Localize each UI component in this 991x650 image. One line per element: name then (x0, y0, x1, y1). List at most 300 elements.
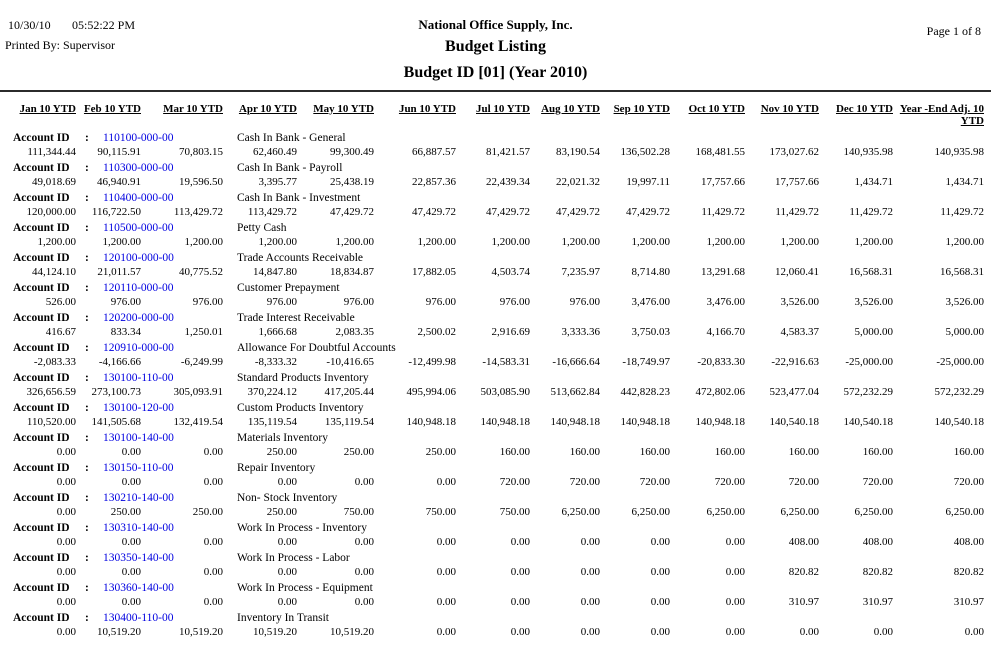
account-description: Petty Cash (237, 222, 287, 234)
column-header: Mar 10 YTD (163, 103, 223, 115)
report-subtitle: Budget ID [01] (Year 2010) (403, 64, 588, 81)
value-cell: 13,291.68 (701, 266, 745, 278)
table-row (0, 222, 991, 252)
account-description: Trade Accounts Receivable (237, 252, 364, 264)
value-cell: -18,749.97 (622, 356, 670, 368)
report-title: Budget Listing (445, 38, 546, 55)
account-header-line (0, 372, 991, 386)
account-values-line (0, 236, 991, 249)
account-id-link[interactable]: 130100-120-00 (103, 402, 174, 414)
value-cell: 416.67 (45, 326, 76, 338)
value-cell: 0.00 (725, 566, 745, 578)
value-cell: 47,429.72 (626, 206, 670, 218)
account-values-line (0, 446, 991, 459)
value-cell: 820.82 (862, 566, 893, 578)
value-cell: 0.00 (580, 626, 600, 638)
account-header-line (0, 192, 991, 206)
table-row (0, 462, 991, 492)
value-cell: -2,083.33 (33, 356, 76, 368)
value-cell: 1,200.00 (491, 236, 530, 248)
value-cell: 750.00 (343, 506, 374, 518)
value-cell: 0.00 (203, 536, 223, 548)
account-values-line (0, 176, 991, 189)
value-cell: 326,656.59 (26, 386, 76, 398)
value-cell: -16,666.64 (552, 356, 600, 368)
column-header: Sep 10 YTD (613, 103, 670, 115)
value-cell: 140,935.98 (843, 146, 893, 158)
account-description: Work In Process - Inventory (237, 522, 368, 534)
value-cell: 503,085.90 (480, 386, 530, 398)
value-cell: 10,519.20 (253, 626, 297, 638)
value-cell: 0.00 (436, 626, 456, 638)
account-values-line (0, 386, 991, 399)
account-values-line (0, 506, 991, 519)
value-cell: 0.00 (277, 566, 297, 578)
value-cell: 0.00 (964, 626, 984, 638)
account-header-line (0, 222, 991, 236)
value-cell: 46,940.91 (97, 176, 141, 188)
account-values-line (0, 356, 991, 369)
column-header: Dec 10 YTD (835, 103, 893, 115)
value-cell: 11,429.72 (775, 206, 819, 218)
value-cell: 976.00 (343, 296, 374, 308)
account-header-line (0, 552, 991, 566)
value-cell: 408.00 (953, 536, 984, 548)
report-time: 05:52:22 PM (72, 18, 136, 32)
account-id-separator: : (85, 432, 89, 444)
account-id-link[interactable]: 120910-000-00 (103, 342, 174, 354)
account-description: Cash In Bank - Investment (237, 192, 361, 204)
column-header: May 10 YTD (313, 103, 374, 115)
value-cell: 0.00 (580, 566, 600, 578)
value-cell: 0.00 (510, 596, 530, 608)
account-id-separator: : (85, 162, 89, 174)
account-values-line (0, 296, 991, 309)
value-cell: 6,250.00 (561, 506, 600, 518)
value-cell: 17,757.66 (701, 176, 745, 188)
account-values-line (0, 416, 991, 429)
value-cell: 1,666.68 (258, 326, 297, 338)
value-cell: 0.00 (510, 566, 530, 578)
column-header: Aug 10 YTD (541, 103, 600, 115)
value-cell: 3,333.36 (561, 326, 600, 338)
account-values-line (0, 266, 991, 279)
value-cell: 820.82 (953, 566, 984, 578)
account-description: Trade Interest Receivable (237, 312, 355, 324)
value-cell: 47,429.72 (330, 206, 374, 218)
value-cell: 47,429.72 (486, 206, 530, 218)
value-cell: 10,519.20 (97, 626, 141, 638)
value-cell: -25,000.00 (845, 356, 893, 368)
value-cell: 3,750.03 (631, 326, 670, 338)
value-cell: 0.00 (650, 596, 670, 608)
account-id-label: Account ID (13, 552, 70, 564)
report-date: 10/30/10 (8, 18, 51, 32)
value-cell: 160.00 (569, 446, 600, 458)
value-cell: 0.00 (725, 536, 745, 548)
value-cell: 976.00 (192, 296, 223, 308)
value-cell: 17,757.66 (775, 176, 819, 188)
value-cell: 305,093.91 (173, 386, 223, 398)
table-row (0, 432, 991, 462)
value-cell: 113,429.72 (247, 206, 297, 218)
value-cell: 526.00 (45, 296, 76, 308)
account-id-separator: : (85, 282, 89, 294)
value-cell: 12,060.41 (775, 266, 819, 278)
value-cell: 120,000.00 (26, 206, 76, 218)
account-header-line (0, 492, 991, 506)
value-cell: 472,802.06 (695, 386, 745, 398)
value-cell: 3,526.00 (780, 296, 819, 308)
value-cell: 132,419.54 (173, 416, 223, 428)
account-values-line (0, 146, 991, 159)
value-cell: 140,540.18 (934, 416, 984, 428)
value-cell: 1,434.71 (854, 176, 893, 188)
table-row (0, 522, 991, 552)
value-cell: 976.00 (110, 296, 141, 308)
value-cell: 141,505.68 (91, 416, 141, 428)
account-id-link[interactable]: 130400-110-00 (103, 612, 174, 624)
value-cell: 62,460.49 (253, 146, 297, 158)
header-divider (0, 90, 991, 92)
account-id-label: Account ID (13, 192, 70, 204)
value-cell: 820.82 (788, 566, 819, 578)
value-cell: 0.00 (354, 476, 374, 488)
value-cell: 0.00 (436, 596, 456, 608)
account-id-link[interactable]: 130210-140-00 (103, 492, 174, 504)
value-cell: 10,519.20 (179, 626, 223, 638)
value-cell: 140,948.18 (695, 416, 745, 428)
account-id-separator: : (85, 582, 89, 594)
column-header: Apr 10 YTD (238, 103, 297, 115)
account-id-separator: : (85, 312, 89, 324)
account-description: Inventory In Transit (237, 612, 329, 624)
column-header: Jul 10 YTD (476, 103, 530, 115)
value-cell: 116,722.50 (91, 206, 141, 218)
value-cell: 0.00 (56, 476, 76, 488)
value-cell: 1,200.00 (854, 236, 893, 248)
account-id-separator: : (85, 522, 89, 534)
value-cell: 0.00 (121, 536, 141, 548)
value-cell: 3,526.00 (854, 296, 893, 308)
account-values-line (0, 326, 991, 339)
value-cell: 0.00 (203, 566, 223, 578)
value-cell: -20,833.30 (697, 356, 745, 368)
page-indicator: Page 1 of 8 (926, 24, 981, 38)
value-cell: 1,200.00 (561, 236, 600, 248)
value-cell: 0.00 (121, 596, 141, 608)
value-cell: 0.00 (799, 626, 819, 638)
account-values-line (0, 596, 991, 609)
account-description: Cash In Bank - Payroll (237, 162, 343, 174)
value-cell: 22,439.34 (486, 176, 530, 188)
value-cell: 523,477.04 (769, 386, 819, 398)
value-cell: 140,935.98 (934, 146, 984, 158)
account-id-separator: : (85, 492, 89, 504)
account-id-label: Account ID (13, 372, 70, 384)
account-id-link[interactable]: 120200-000-00 (103, 312, 174, 324)
account-id-link[interactable]: 120100-000-00 (103, 252, 174, 264)
value-cell: 720.00 (499, 476, 530, 488)
table-row (0, 192, 991, 222)
account-header-line (0, 402, 991, 416)
value-cell: 47,429.72 (412, 206, 456, 218)
value-cell: 7,235.97 (561, 266, 600, 278)
value-cell: 1,250.01 (184, 326, 223, 338)
value-cell: 0.00 (650, 566, 670, 578)
value-cell: 750.00 (499, 506, 530, 518)
account-id-separator: : (85, 552, 89, 564)
value-cell: 3,476.00 (706, 296, 745, 308)
value-cell: 2,500.02 (417, 326, 456, 338)
value-cell: 408.00 (788, 536, 819, 548)
value-cell: 140,540.18 (843, 416, 893, 428)
report-header (0, 0, 991, 90)
value-cell: 976.00 (499, 296, 530, 308)
value-cell: 1,200.00 (631, 236, 670, 248)
value-cell: 370,224.12 (247, 386, 297, 398)
value-cell: 250.00 (425, 446, 456, 458)
value-cell: 0.00 (354, 536, 374, 548)
value-cell: 16,568.31 (849, 266, 893, 278)
value-cell: 976.00 (569, 296, 600, 308)
account-header-line (0, 252, 991, 266)
account-id-label: Account ID (13, 462, 70, 474)
value-cell: 140,948.18 (406, 416, 456, 428)
value-cell: 22,021.32 (556, 176, 600, 188)
value-cell: 0.00 (650, 536, 670, 548)
printed-by: Printed By: Supervisor (5, 38, 115, 52)
table-row (0, 312, 991, 342)
account-header-line (0, 162, 991, 176)
value-cell: 720.00 (639, 476, 670, 488)
company-name: National Office Supply, Inc. (418, 17, 573, 32)
value-cell: 160.00 (714, 446, 745, 458)
value-cell: 0.00 (354, 566, 374, 578)
value-cell: 21,011.57 (97, 266, 141, 278)
account-id-separator: : (85, 612, 89, 624)
value-cell: 140,948.18 (550, 416, 600, 428)
column-headers (0, 103, 991, 131)
value-cell: 250.00 (266, 506, 297, 518)
value-cell: 0.00 (56, 536, 76, 548)
account-id-link[interactable]: 130350-140-00 (103, 552, 174, 564)
value-cell: 6,250.00 (631, 506, 670, 518)
account-description: Work In Process - Labor (237, 552, 350, 564)
value-cell: 113,429.72 (173, 206, 223, 218)
account-id-label: Account ID (13, 222, 70, 234)
account-id-link[interactable]: 130100-140-00 (103, 432, 174, 444)
account-values-line (0, 476, 991, 489)
table-row (0, 612, 991, 642)
value-cell: 160.00 (788, 446, 819, 458)
account-header-line (0, 282, 991, 296)
value-cell: 1,200.00 (417, 236, 456, 248)
value-cell: 976.00 (266, 296, 297, 308)
value-cell: 0.00 (873, 626, 893, 638)
value-cell: 135,119.54 (247, 416, 297, 428)
value-cell: 976.00 (425, 296, 456, 308)
value-cell: 0.00 (436, 566, 456, 578)
value-cell: 140,540.18 (769, 416, 819, 428)
value-cell: 83,190.54 (556, 146, 600, 158)
value-cell: 572,232.29 (934, 386, 984, 398)
column-header: Jun 10 YTD (398, 103, 456, 115)
value-cell: 11,429.72 (701, 206, 745, 218)
value-cell: 495,994.06 (406, 386, 456, 398)
account-description: Work In Process - Equipment (237, 582, 373, 594)
value-cell: 250.00 (266, 446, 297, 458)
value-cell: 44,124.10 (32, 266, 76, 278)
account-id-label: Account ID (13, 132, 70, 144)
account-values-line (0, 206, 991, 219)
value-cell: 0.00 (121, 566, 141, 578)
value-cell: 1,200.00 (335, 236, 374, 248)
value-cell: 720.00 (569, 476, 600, 488)
account-header-line (0, 312, 991, 326)
value-cell: 0.00 (277, 596, 297, 608)
value-cell: 5,000.00 (945, 326, 984, 338)
value-cell: 250.00 (192, 506, 223, 518)
value-cell: 49,018.69 (32, 176, 76, 188)
value-cell: 110,520.00 (26, 416, 76, 428)
value-cell: 25,438.19 (330, 176, 374, 188)
value-cell: 160.00 (499, 446, 530, 458)
column-header: Oct 10 YTD (688, 103, 745, 115)
value-cell: 1,200.00 (102, 236, 141, 248)
value-cell: 513,662.84 (550, 386, 600, 398)
account-id-separator: : (85, 372, 89, 384)
value-cell: 0.00 (580, 536, 600, 548)
value-cell: 160.00 (953, 446, 984, 458)
value-cell: 0.00 (580, 596, 600, 608)
value-cell: 81,421.57 (486, 146, 530, 158)
value-cell: 250.00 (343, 446, 374, 458)
value-cell: 0.00 (436, 476, 456, 488)
value-cell: 16,568.31 (940, 266, 984, 278)
value-cell: 0.00 (510, 626, 530, 638)
value-cell: 0.00 (354, 596, 374, 608)
account-id-link[interactable]: 130310-140-00 (103, 522, 174, 534)
value-cell: 2,916.69 (491, 326, 530, 338)
value-cell: 0.00 (725, 596, 745, 608)
table-row (0, 492, 991, 522)
value-cell: -25,000.00 (936, 356, 984, 368)
account-id-link[interactable]: 110500-000-00 (103, 222, 174, 234)
column-header: Nov 10 YTD (760, 103, 819, 115)
value-cell: 0.00 (725, 626, 745, 638)
value-cell: 4,583.37 (780, 326, 819, 338)
account-id-label: Account ID (13, 582, 70, 594)
value-cell: 173,027.62 (769, 146, 819, 158)
account-id-separator: : (85, 132, 89, 144)
table-row (0, 552, 991, 582)
account-description: Customer Prepayment (237, 282, 340, 294)
account-header-line (0, 342, 991, 356)
value-cell: 160.00 (639, 446, 670, 458)
value-cell: 6,250.00 (780, 506, 819, 518)
account-description: Allowance For Doubtful Accounts (237, 342, 396, 354)
value-cell: 0.00 (203, 476, 223, 488)
table-row (0, 132, 991, 162)
value-cell: 66,887.57 (412, 146, 456, 158)
account-id-label: Account ID (13, 522, 70, 534)
value-cell: 310.97 (862, 596, 893, 608)
column-header: Year -End Adj. 10 YTD (899, 103, 984, 127)
account-header-line (0, 432, 991, 446)
value-cell: 408.00 (862, 536, 893, 548)
value-cell: 833.34 (110, 326, 141, 338)
account-header-line (0, 582, 991, 596)
value-cell: 4,503.74 (491, 266, 530, 278)
value-cell: 250.00 (110, 506, 141, 518)
account-id-link[interactable]: 110100-000-00 (103, 132, 174, 144)
table-row (0, 372, 991, 402)
value-cell: 8,714.80 (631, 266, 670, 278)
value-cell: 47,429.72 (556, 206, 600, 218)
account-description: Non- Stock Inventory (237, 492, 338, 504)
value-cell: 40,775.52 (179, 266, 223, 278)
value-cell: 0.00 (277, 476, 297, 488)
account-id-link[interactable]: 120110-000-00 (103, 282, 174, 294)
value-cell: 750.00 (425, 506, 456, 518)
value-cell: 11,429.72 (849, 206, 893, 218)
value-cell: 0.00 (203, 596, 223, 608)
value-cell: 310.97 (953, 596, 984, 608)
value-cell: 572,232.29 (843, 386, 893, 398)
account-description: Standard Products Inventory (237, 372, 369, 384)
value-cell: 6,250.00 (706, 506, 745, 518)
account-id-label: Account ID (13, 492, 70, 504)
account-id-label: Account ID (13, 612, 70, 624)
value-cell: 6,250.00 (854, 506, 893, 518)
column-header: Feb 10 YTD (83, 103, 141, 115)
value-cell: 3,395.77 (258, 176, 297, 188)
value-cell: 1,200.00 (780, 236, 819, 248)
account-id-separator: : (85, 252, 89, 264)
account-id-label: Account ID (13, 162, 70, 174)
column-header: Jan 10 YTD (19, 103, 76, 115)
value-cell: 160.00 (862, 446, 893, 458)
value-cell: 0.00 (436, 536, 456, 548)
account-id-link[interactable]: 130150-110-00 (103, 462, 174, 474)
value-cell: 1,200.00 (258, 236, 297, 248)
value-cell: 0.00 (56, 596, 76, 608)
account-id-link[interactable]: 110300-000-00 (103, 162, 174, 174)
account-id-link[interactable]: 130360-140-00 (103, 582, 174, 594)
value-cell: 19,997.11 (626, 176, 670, 188)
value-cell: 1,200.00 (37, 236, 76, 248)
value-cell: -10,416.65 (326, 356, 374, 368)
value-cell: 17,882.05 (412, 266, 456, 278)
account-id-link[interactable]: 130100-110-00 (103, 372, 174, 384)
value-cell: 14,847.80 (253, 266, 297, 278)
value-cell: 18,834.87 (330, 266, 374, 278)
value-cell: 90,115.91 (97, 146, 141, 158)
value-cell: 720.00 (953, 476, 984, 488)
account-values-line (0, 566, 991, 579)
value-cell: -14,583.31 (482, 356, 530, 368)
account-id-label: Account ID (13, 312, 70, 324)
value-cell: 70,803.15 (179, 146, 223, 158)
account-id-link[interactable]: 110400-000-00 (103, 192, 174, 204)
value-cell: 3,476.00 (631, 296, 670, 308)
account-values-line (0, 626, 991, 639)
value-cell: 0.00 (277, 536, 297, 548)
table-row (0, 252, 991, 282)
value-cell: 0.00 (56, 566, 76, 578)
account-id-separator: : (85, 462, 89, 474)
